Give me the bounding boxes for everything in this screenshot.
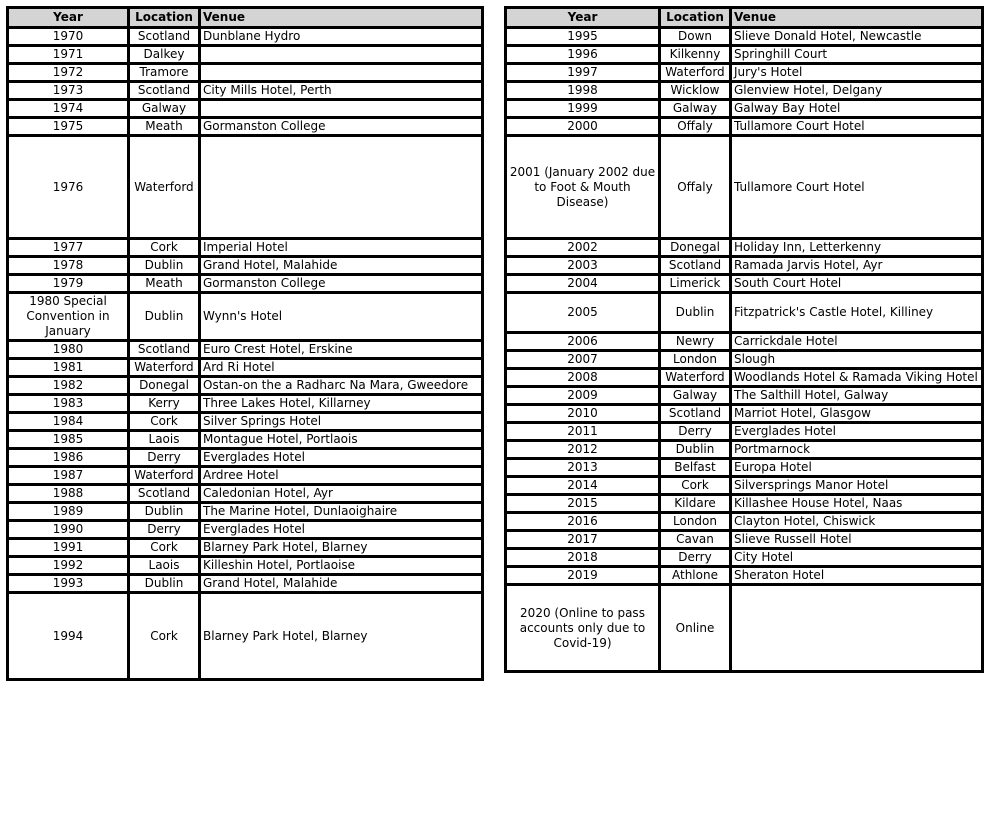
- venue-cell: Caledonian Hotel, Ayr: [200, 485, 483, 503]
- table-row: [8, 539, 483, 557]
- table-row: [8, 257, 483, 275]
- year-cell: 1980: [8, 341, 129, 359]
- venue-cell: Everglades Hotel: [200, 449, 483, 467]
- venue-cell: Slough: [731, 351, 983, 369]
- venue-cell: Ard Ri Hotel: [200, 359, 483, 377]
- table-row: [8, 82, 483, 100]
- location-cell: Offaly: [660, 136, 731, 239]
- table-row: [8, 485, 483, 503]
- venue-cell: Woodlands Hotel & Ramada Viking Hotel: [731, 369, 983, 387]
- location-cell: Online: [660, 585, 731, 672]
- location-cell: Kilkenny: [660, 46, 731, 64]
- year-cell: 2010: [506, 405, 660, 423]
- venue-cell: Slieve Russell Hotel: [731, 531, 983, 549]
- location-cell: Scotland: [129, 485, 200, 503]
- table-row: [506, 351, 983, 369]
- table-row: [8, 293, 483, 341]
- year-cell: 2003: [506, 257, 660, 275]
- table-row: [506, 549, 983, 567]
- year-cell: 2006: [506, 333, 660, 351]
- year-cell: 1972: [8, 64, 129, 82]
- year-cell: 1973: [8, 82, 129, 100]
- table-row: [506, 275, 983, 293]
- table-row: [506, 46, 983, 64]
- year-cell: 2015: [506, 495, 660, 513]
- location-cell: Dublin: [660, 441, 731, 459]
- venue-cell: Silver Springs Hotel: [200, 413, 483, 431]
- location-cell: Scotland: [660, 257, 731, 275]
- year-cell: 2007: [506, 351, 660, 369]
- table-row: [8, 275, 483, 293]
- location-cell: Waterford: [129, 467, 200, 485]
- table-row: [506, 567, 983, 585]
- location-cell: Dublin: [129, 257, 200, 275]
- table-row: [8, 239, 483, 257]
- year-cell: 1994: [8, 593, 129, 680]
- table-row: [8, 359, 483, 377]
- table-row: [506, 136, 983, 239]
- venue-cell: Clayton Hotel, Chiswick: [731, 513, 983, 531]
- year-cell: 2009: [506, 387, 660, 405]
- venue-column-header: Venue: [200, 8, 483, 28]
- year-cell: 1988: [8, 485, 129, 503]
- year-cell: 1974: [8, 100, 129, 118]
- location-cell: Athlone: [660, 567, 731, 585]
- location-cell: Belfast: [660, 459, 731, 477]
- year-cell: 1982: [8, 377, 129, 395]
- location-cell: Laois: [129, 431, 200, 449]
- location-cell: Derry: [660, 423, 731, 441]
- year-cell: 1979: [8, 275, 129, 293]
- venue-cell: [200, 46, 483, 64]
- venue-cell: Holiday Inn, Letterkenny: [731, 239, 983, 257]
- year-cell: 2013: [506, 459, 660, 477]
- table-row: [506, 369, 983, 387]
- year-cell: 1996: [506, 46, 660, 64]
- location-cell: Meath: [129, 275, 200, 293]
- year-cell: 1986: [8, 449, 129, 467]
- table-row: [8, 341, 483, 359]
- location-cell: Derry: [129, 449, 200, 467]
- venue-cell: Gormanston College: [200, 118, 483, 136]
- year-cell: 1981: [8, 359, 129, 377]
- venue-cell: Everglades Hotel: [731, 423, 983, 441]
- venue-cell: Gormanston College: [200, 275, 483, 293]
- location-cell: Dublin: [660, 293, 731, 333]
- location-cell: Newry: [660, 333, 731, 351]
- table-body-right: [506, 28, 983, 672]
- venue-cell: Springhill Court: [731, 46, 983, 64]
- year-cell: 2014: [506, 477, 660, 495]
- venue-cell: Tullamore Court Hotel: [731, 136, 983, 239]
- location-cell: Derry: [129, 521, 200, 539]
- year-cell: 1978: [8, 257, 129, 275]
- year-cell: 2008: [506, 369, 660, 387]
- table-body-left: [8, 28, 483, 680]
- venue-cell: Everglades Hotel: [200, 521, 483, 539]
- year-cell: 1993: [8, 575, 129, 593]
- location-cell: Cork: [129, 239, 200, 257]
- venue-cell: Sheraton Hotel: [731, 567, 983, 585]
- year-cell: 1995: [506, 28, 660, 46]
- venue-cell: Killashee House Hotel, Naas: [731, 495, 983, 513]
- table-row: [8, 503, 483, 521]
- venues-table-left: [6, 6, 484, 681]
- location-cell: Limerick: [660, 275, 731, 293]
- venue-cell: Killeshin Hotel, Portlaoise: [200, 557, 483, 575]
- table-row: [8, 395, 483, 413]
- location-cell: Wicklow: [660, 82, 731, 100]
- year-cell: 1998: [506, 82, 660, 100]
- table-row: [506, 441, 983, 459]
- year-cell: 1989: [8, 503, 129, 521]
- table-row: [8, 377, 483, 395]
- year-cell: 2018: [506, 549, 660, 567]
- location-cell: London: [660, 513, 731, 531]
- year-cell: 1985: [8, 431, 129, 449]
- year-cell: 1991: [8, 539, 129, 557]
- table-row: [8, 413, 483, 431]
- location-column-header: Location: [660, 8, 731, 28]
- venue-cell: Euro Crest Hotel, Erskine: [200, 341, 483, 359]
- table-row: [8, 593, 483, 680]
- location-cell: Derry: [660, 549, 731, 567]
- year-cell: 1975: [8, 118, 129, 136]
- location-cell: Down: [660, 28, 731, 46]
- venue-cell: Grand Hotel, Malahide: [200, 257, 483, 275]
- table-row: [506, 257, 983, 275]
- venue-cell: Glenview Hotel, Delgany: [731, 82, 983, 100]
- location-cell: Scotland: [129, 28, 200, 46]
- year-cell: 1987: [8, 467, 129, 485]
- table-row: [506, 293, 983, 333]
- location-cell: Offaly: [660, 118, 731, 136]
- location-cell: Scotland: [129, 82, 200, 100]
- year-cell: 1980 Special Convention in January: [8, 293, 129, 341]
- location-cell: Dublin: [129, 293, 200, 341]
- venue-cell: Carrickdale Hotel: [731, 333, 983, 351]
- year-cell: 2004: [506, 275, 660, 293]
- table-row: [506, 477, 983, 495]
- header-row: [506, 8, 983, 28]
- location-cell: Tramore: [129, 64, 200, 82]
- year-cell: 1976: [8, 136, 129, 239]
- venue-cell: Europa Hotel: [731, 459, 983, 477]
- location-cell: Cork: [129, 413, 200, 431]
- location-cell: Meath: [129, 118, 200, 136]
- location-cell: Waterford: [129, 136, 200, 239]
- year-cell: 1970: [8, 28, 129, 46]
- year-cell: 1992: [8, 557, 129, 575]
- year-cell: 2002: [506, 239, 660, 257]
- table-row: [8, 118, 483, 136]
- venue-cell: The Salthill Hotel, Galway: [731, 387, 983, 405]
- venue-cell: [200, 136, 483, 239]
- venue-cell: Three Lakes Hotel, Killarney: [200, 395, 483, 413]
- table-row: [8, 575, 483, 593]
- venue-cell: Tullamore Court Hotel: [731, 118, 983, 136]
- venue-cell: Montague Hotel, Portlaois: [200, 431, 483, 449]
- table-row: [506, 333, 983, 351]
- venue-cell: City Hotel: [731, 549, 983, 567]
- year-cell: 2019: [506, 567, 660, 585]
- table-row: [506, 100, 983, 118]
- table-row: [506, 585, 983, 672]
- year-cell: 2020 (Online to pass accounts only due to Covid-19): [506, 585, 660, 672]
- year-cell: 2000: [506, 118, 660, 136]
- year-column-header: Year: [506, 8, 660, 28]
- year-cell: 2001 (January 2002 due to Foot & Mouth Disease): [506, 136, 660, 239]
- venue-cell: Imperial Hotel: [200, 239, 483, 257]
- location-cell: Waterford: [660, 369, 731, 387]
- table-row: [8, 557, 483, 575]
- table-row: [506, 28, 983, 46]
- year-cell: 2017: [506, 531, 660, 549]
- location-cell: Cork: [129, 593, 200, 680]
- year-cell: 1971: [8, 46, 129, 64]
- venue-cell: Grand Hotel, Malahide: [200, 575, 483, 593]
- location-cell: Dublin: [129, 503, 200, 521]
- venue-column-header: Venue: [731, 8, 983, 28]
- table-row: [506, 387, 983, 405]
- venue-cell: Jury's Hotel: [731, 64, 983, 82]
- year-cell: 2005: [506, 293, 660, 333]
- location-cell: Laois: [129, 557, 200, 575]
- location-cell: Scotland: [129, 341, 200, 359]
- location-cell: Donegal: [129, 377, 200, 395]
- header-row: [8, 8, 483, 28]
- table-row: [8, 449, 483, 467]
- venue-cell: Ostan-on the a Radharc Na Mara, Gweedore: [200, 377, 483, 395]
- table-row: [506, 423, 983, 441]
- venue-cell: Blarney Park Hotel, Blarney: [200, 593, 483, 680]
- location-cell: Cork: [660, 477, 731, 495]
- venue-cell: City Mills Hotel, Perth: [200, 82, 483, 100]
- table-row: [8, 467, 483, 485]
- table-row: [8, 136, 483, 239]
- location-cell: Galway: [660, 100, 731, 118]
- venue-cell: Dunblane Hydro: [200, 28, 483, 46]
- venue-cell: Marriot Hotel, Glasgow: [731, 405, 983, 423]
- table-row: [8, 100, 483, 118]
- table-row: [8, 28, 483, 46]
- venues-table-right: [504, 6, 984, 673]
- table-row: [506, 239, 983, 257]
- table-row: [506, 405, 983, 423]
- table-row: [506, 459, 983, 477]
- location-cell: Cork: [129, 539, 200, 557]
- table-row: [506, 495, 983, 513]
- table-row: [8, 431, 483, 449]
- location-cell: Kerry: [129, 395, 200, 413]
- location-cell: Waterford: [660, 64, 731, 82]
- venue-cell: South Court Hotel: [731, 275, 983, 293]
- venue-cell: Silversprings Manor Hotel: [731, 477, 983, 495]
- venue-cell: The Marine Hotel, Dunlaoighaire: [200, 503, 483, 521]
- location-cell: Waterford: [129, 359, 200, 377]
- year-cell: 1984: [8, 413, 129, 431]
- year-cell: 1990: [8, 521, 129, 539]
- venue-cell: [200, 64, 483, 82]
- year-cell: 1999: [506, 100, 660, 118]
- venue-cell: Ardree Hotel: [200, 467, 483, 485]
- table-row: [8, 46, 483, 64]
- table-row: [506, 118, 983, 136]
- table-row: [506, 513, 983, 531]
- table-row: [8, 64, 483, 82]
- table-row: [506, 531, 983, 549]
- venue-cell: Slieve Donald Hotel, Newcastle: [731, 28, 983, 46]
- venue-cell: Wynn's Hotel: [200, 293, 483, 341]
- venue-cell: [731, 585, 983, 672]
- year-cell: 1997: [506, 64, 660, 82]
- year-cell: 1983: [8, 395, 129, 413]
- location-cell: Galway: [660, 387, 731, 405]
- table-row: [506, 64, 983, 82]
- location-cell: Kildare: [660, 495, 731, 513]
- venue-cell: Portmarnock: [731, 441, 983, 459]
- venue-cell: Blarney Park Hotel, Blarney: [200, 539, 483, 557]
- year-cell: 2016: [506, 513, 660, 531]
- venue-cell: Galway Bay Hotel: [731, 100, 983, 118]
- location-cell: Scotland: [660, 405, 731, 423]
- year-cell: 2012: [506, 441, 660, 459]
- year-cell: 2011: [506, 423, 660, 441]
- location-cell: Dublin: [129, 575, 200, 593]
- table-row: [8, 521, 483, 539]
- location-cell: Cavan: [660, 531, 731, 549]
- venue-cell: Fitzpatrick's Castle Hotel, Killiney: [731, 293, 983, 333]
- year-column-header: Year: [8, 8, 129, 28]
- location-cell: Donegal: [660, 239, 731, 257]
- location-cell: Galway: [129, 100, 200, 118]
- venue-cell: [200, 100, 483, 118]
- venue-cell: Ramada Jarvis Hotel, Ayr: [731, 257, 983, 275]
- location-cell: Dalkey: [129, 46, 200, 64]
- location-cell: London: [660, 351, 731, 369]
- location-column-header: Location: [129, 8, 200, 28]
- table-row: [506, 82, 983, 100]
- year-cell: 1977: [8, 239, 129, 257]
